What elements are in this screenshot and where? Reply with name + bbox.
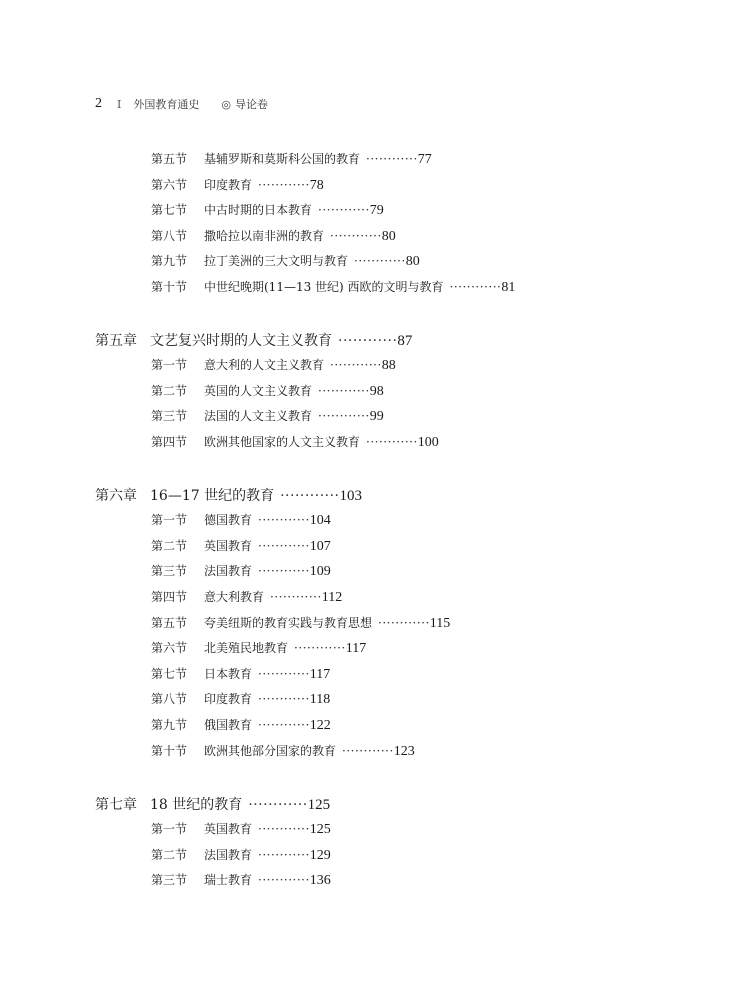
- toc-section-entry: [151, 614, 450, 632]
- entry-page-number: 117: [309, 667, 331, 682]
- dot-leader: ············: [330, 229, 382, 243]
- dot-leader: ············: [294, 641, 346, 655]
- entry-label: 第五节: [151, 152, 188, 166]
- dot-leader: ············: [258, 513, 310, 527]
- dot-leader: ············: [318, 409, 370, 423]
- circle-icon: ◎: [221, 97, 231, 111]
- running-header: [95, 95, 268, 113]
- entry-label: 第二节: [151, 539, 188, 553]
- toc-section-entry: [151, 690, 330, 708]
- toc-section-entry: [151, 665, 330, 683]
- entry-page-number: 103: [339, 488, 362, 504]
- toc-section-entry: [151, 201, 384, 219]
- toc-section-entry: [151, 537, 331, 555]
- toc-section-entry: [151, 356, 396, 374]
- dot-leader: ············: [366, 152, 418, 166]
- toc-section-entry: [151, 871, 331, 889]
- entry-page-number: 136: [309, 873, 331, 888]
- dot-leader: ············: [258, 564, 310, 578]
- entry-title: 法国教育: [204, 564, 253, 578]
- entry-label: 第八节: [151, 229, 188, 243]
- entry-label: 第七节: [151, 203, 188, 217]
- volume-title: 导论卷: [234, 98, 268, 111]
- entry-page-number: 123: [393, 744, 415, 759]
- entry-label: 第七节: [151, 667, 188, 681]
- entry-page-number: 100: [417, 435, 439, 450]
- toc-section-entry: [151, 176, 324, 194]
- dot-leader: ············: [342, 744, 394, 758]
- entry-page-number: 122: [309, 718, 331, 733]
- entry-label: 第二节: [151, 848, 188, 862]
- book-title: 外国教育通史: [133, 98, 200, 111]
- toc-section-entry: [151, 227, 396, 245]
- entry-label: 第三节: [151, 409, 188, 423]
- dot-leader: ············: [258, 539, 310, 553]
- toc-section-entry: [151, 716, 331, 734]
- entry-label: 第一节: [151, 822, 188, 836]
- entry-label: 第九节: [151, 254, 188, 268]
- dot-leader: ············: [258, 873, 310, 887]
- toc-chapter-entry: [95, 485, 362, 505]
- toc-section-entry: [151, 846, 331, 864]
- entry-title: 意大利的人文主义教育: [204, 358, 325, 372]
- entry-title: 18 世纪的教育: [150, 797, 243, 813]
- entry-label: 第五章: [95, 333, 137, 349]
- entry-title: 俄国教育: [204, 718, 253, 732]
- entry-label: 第二节: [151, 384, 188, 398]
- toc-section-entry: [151, 150, 432, 168]
- entry-page-number: 115: [429, 616, 451, 631]
- entry-title: 16—17 世纪的教育: [150, 488, 275, 504]
- dot-leader: ············: [248, 797, 308, 813]
- entry-title: 中古时期的日本教育: [204, 203, 313, 217]
- entry-page-number: 87: [397, 333, 413, 349]
- header-separator: I: [117, 97, 122, 111]
- entry-title: 中世纪晚期(11—13 世纪) 西欧的文明与教育: [204, 280, 444, 294]
- entry-title: 文艺复兴时期的人文主义教育: [150, 333, 332, 349]
- dot-leader: ············: [258, 667, 310, 681]
- entry-label: 第四节: [151, 590, 188, 604]
- entry-page-number: 77: [417, 152, 432, 167]
- toc-section-entry: [151, 252, 420, 270]
- entry-page-number: 80: [405, 254, 420, 269]
- entry-title: 欧洲其他国家的人文主义教育: [204, 435, 361, 449]
- entry-label: 第六节: [151, 641, 188, 655]
- entry-page-number: 80: [381, 229, 396, 244]
- entry-title: 印度教育: [204, 178, 253, 192]
- entry-title: 意大利教育: [204, 590, 265, 604]
- entry-label: 第六节: [151, 178, 188, 192]
- dot-leader: ············: [258, 718, 310, 732]
- entry-label: 第三节: [151, 564, 188, 578]
- toc-section-entry: [151, 588, 342, 606]
- entry-title: 法国的人文主义教育: [204, 409, 313, 423]
- dot-leader: ············: [258, 178, 310, 192]
- entry-page-number: 117: [345, 641, 367, 656]
- entry-label: 第八节: [151, 692, 188, 706]
- toc-section-entry: [151, 562, 331, 580]
- entry-title: 欧洲其他部分国家的教育: [204, 744, 337, 758]
- toc-section-entry: [151, 820, 331, 838]
- entry-title: 撒哈拉以南非洲的教育: [204, 229, 325, 243]
- entry-label: 第三节: [151, 873, 188, 887]
- entry-page-number: 81: [501, 280, 516, 295]
- entry-label: 第一节: [151, 513, 188, 527]
- entry-title: 德国教育: [204, 513, 253, 527]
- entry-page-number: 107: [309, 539, 331, 554]
- dot-leader: ············: [330, 358, 382, 372]
- page-number: 2: [95, 96, 102, 111]
- entry-title: 英国的人文主义教育: [204, 384, 313, 398]
- toc-section-entry: [151, 639, 366, 657]
- toc-section-entry: [151, 278, 515, 296]
- entry-title: 拉丁美洲的三大文明与教育: [204, 254, 349, 268]
- entry-title: 英国教育: [204, 539, 253, 553]
- toc-section-entry: [151, 433, 439, 451]
- entry-page-number: 125: [309, 822, 331, 837]
- entry-title: 夸美纽斯的教育实践与教育思想: [204, 616, 373, 630]
- entry-label: 第十节: [151, 744, 188, 758]
- entry-title: 英国教育: [204, 822, 253, 836]
- entry-page-number: 129: [309, 848, 331, 863]
- dot-leader: ············: [366, 435, 418, 449]
- entry-title: 印度教育: [204, 692, 253, 706]
- entry-page-number: 99: [369, 409, 384, 424]
- entry-title: 瑞士教育: [204, 873, 253, 887]
- dot-leader: ············: [280, 488, 340, 504]
- entry-label: 第五节: [151, 616, 188, 630]
- entry-title: 基辅罗斯和莫斯科公国的教育: [204, 152, 361, 166]
- entry-page-number: 104: [309, 513, 331, 528]
- dot-leader: ············: [258, 848, 310, 862]
- dot-leader: ············: [449, 280, 502, 294]
- dot-leader: ············: [318, 203, 370, 217]
- dot-leader: ············: [378, 616, 430, 630]
- entry-page-number: 88: [381, 358, 396, 373]
- entry-page-number: 78: [309, 178, 324, 193]
- toc-section-entry: [151, 742, 415, 760]
- entry-label: 第一节: [151, 358, 188, 372]
- toc-section-entry: [151, 382, 384, 400]
- entry-page-number: 98: [369, 384, 384, 399]
- entry-page-number: 125: [307, 797, 331, 813]
- entry-label: 第六章: [95, 488, 137, 504]
- entry-label: 第七章: [95, 797, 137, 813]
- entry-title: 日本教育: [204, 667, 253, 681]
- toc-section-entry: [151, 407, 384, 425]
- entry-label: 第九节: [151, 718, 188, 732]
- entry-page-number: 79: [369, 203, 384, 218]
- dot-leader: ············: [258, 822, 310, 836]
- entry-title: 法国教育: [204, 848, 253, 862]
- dot-leader: ············: [318, 384, 370, 398]
- entry-page-number: 112: [321, 590, 343, 605]
- entry-page-number: 118: [309, 692, 331, 707]
- toc-chapter-entry: [95, 330, 412, 350]
- entry-page-number: 109: [309, 564, 331, 579]
- entry-title: 北美殖民地教育: [204, 641, 289, 655]
- toc-section-entry: [151, 511, 331, 529]
- entry-label: 第四节: [151, 435, 188, 449]
- dot-leader: ············: [338, 333, 398, 349]
- dot-leader: ············: [354, 254, 406, 268]
- entry-label: 第十节: [151, 280, 188, 294]
- dot-leader: ············: [270, 590, 322, 604]
- dot-leader: ············: [258, 692, 310, 706]
- toc-chapter-entry: [95, 794, 330, 814]
